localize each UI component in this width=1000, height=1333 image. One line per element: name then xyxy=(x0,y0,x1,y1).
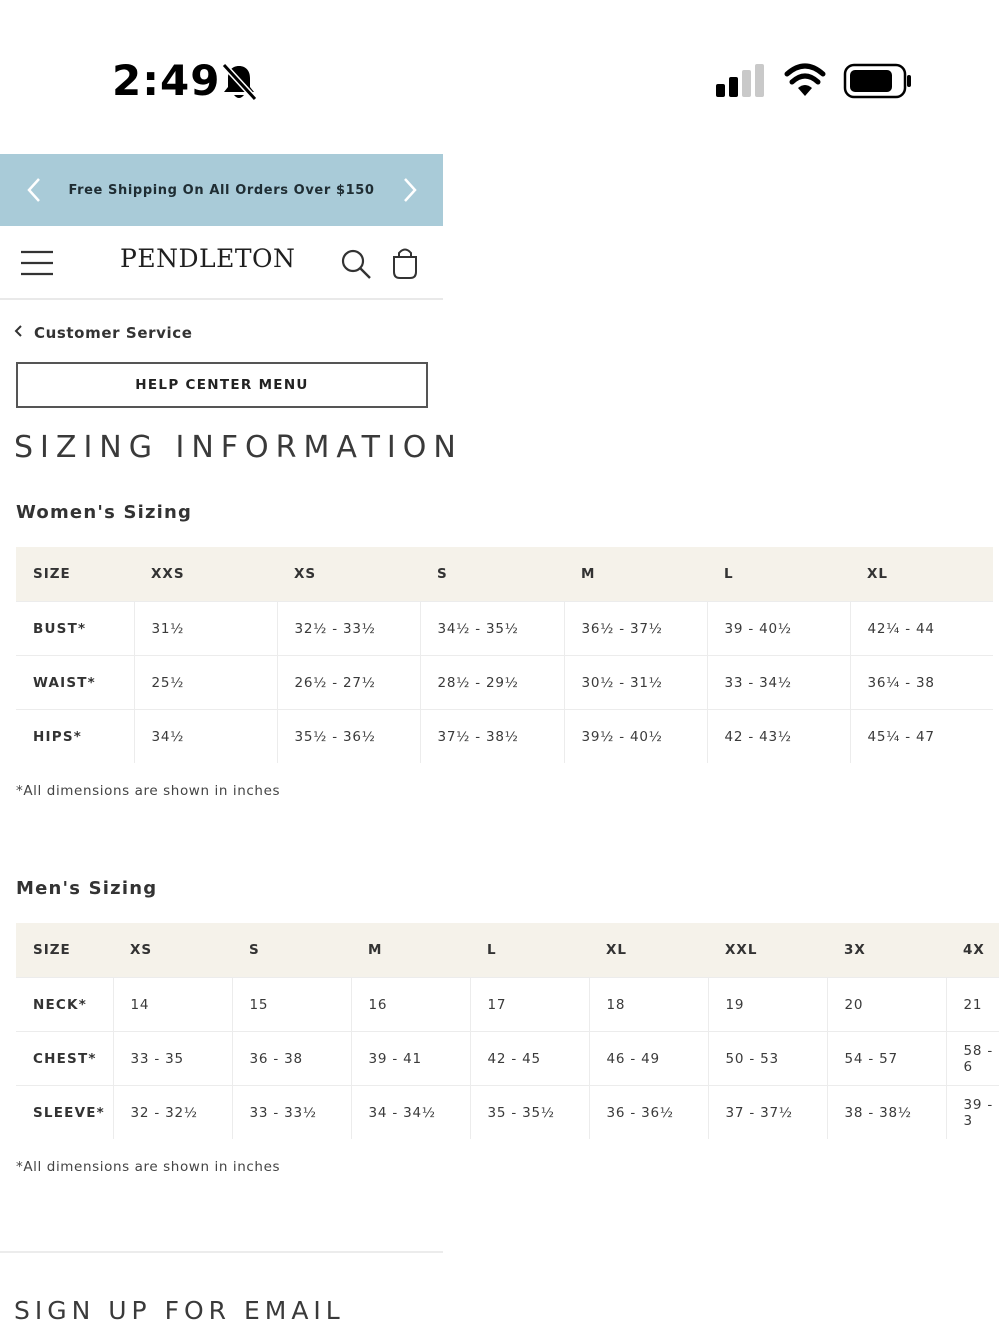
table-row xyxy=(16,710,993,764)
wifi-icon xyxy=(784,62,826,102)
table-cell: 39 - 40½ xyxy=(707,602,850,656)
table-cell: 18 xyxy=(589,978,708,1032)
table-header-row xyxy=(16,923,999,978)
table-cell: 14 xyxy=(113,978,232,1032)
table-cell: 36¼ - 38 xyxy=(850,656,993,710)
status-time: 2:49 xyxy=(112,56,221,105)
column-header: XL xyxy=(850,547,993,602)
table-row xyxy=(16,1032,999,1086)
table-cell: 42 - 43½ xyxy=(707,710,850,764)
row-label: HIPS* xyxy=(16,710,134,764)
chevron-left-icon xyxy=(14,324,24,342)
column-header: S xyxy=(420,547,564,602)
table-cell: 35 - 35½ xyxy=(470,1086,589,1140)
bag-icon[interactable] xyxy=(390,246,420,284)
table-cell: 37 - 37½ xyxy=(708,1086,827,1140)
column-header: XXL xyxy=(708,923,827,978)
signal-icon xyxy=(716,64,768,102)
table-cell: 30½ - 31½ xyxy=(564,656,707,710)
table-cell: 16 xyxy=(351,978,470,1032)
chevron-left-icon[interactable] xyxy=(24,176,44,208)
row-label: CHEST* xyxy=(16,1032,113,1086)
men-dimension-note: *All dimensions are shown in inches xyxy=(16,1159,281,1175)
table-cell: 31½ xyxy=(134,602,277,656)
table-row xyxy=(16,978,999,1032)
table-cell: 33 - 33½ xyxy=(232,1086,351,1140)
table-cell: 15 xyxy=(232,978,351,1032)
table-cell: 46 - 49 xyxy=(589,1032,708,1086)
table-cell: 19 xyxy=(708,978,827,1032)
table-row xyxy=(16,656,993,710)
men-sizing-title: Men's Sizing xyxy=(16,878,158,899)
table-cell: 34½ xyxy=(134,710,277,764)
menu-icon[interactable] xyxy=(20,250,54,280)
women-sizing-title: Women's Sizing xyxy=(16,502,193,523)
table-cell: 38 - 38½ xyxy=(827,1086,946,1140)
row-label: BUST* xyxy=(16,602,134,656)
breadcrumb-label: Customer Service xyxy=(34,324,193,342)
table-row xyxy=(16,1086,999,1140)
table-row xyxy=(16,602,993,656)
table-cell: 35½ - 36½ xyxy=(277,710,420,764)
row-label: NECK* xyxy=(16,978,113,1032)
women-size-table xyxy=(16,547,993,763)
breadcrumb[interactable] xyxy=(14,324,192,342)
table-cell: 39 - 41 xyxy=(351,1032,470,1086)
table-cell: 25½ xyxy=(134,656,277,710)
footer-divider xyxy=(0,1251,443,1253)
table-cell: 36 - 36½ xyxy=(589,1086,708,1140)
column-header: S xyxy=(232,923,351,978)
table-cell: 39 - 3 xyxy=(946,1086,999,1140)
column-header: 3X xyxy=(827,923,946,978)
search-icon[interactable] xyxy=(340,248,372,284)
promo-text: Free Shipping On All Orders Over $150 xyxy=(68,182,375,198)
column-header: 4X xyxy=(946,923,999,978)
table-cell: 17 xyxy=(470,978,589,1032)
column-header: XS xyxy=(113,923,232,978)
table-cell: 33 - 35 xyxy=(113,1032,232,1086)
men-size-table xyxy=(16,923,999,1139)
row-label: SLEEVE* xyxy=(16,1086,113,1140)
column-header: L xyxy=(470,923,589,978)
column-header: M xyxy=(351,923,470,978)
page-title: SIZING INFORMATION xyxy=(14,430,463,465)
table-cell: 26½ - 27½ xyxy=(277,656,420,710)
table-cell: 33 - 34½ xyxy=(707,656,850,710)
row-label: WAIST* xyxy=(16,656,134,710)
column-header: XXS xyxy=(134,547,277,602)
bell-slash-icon xyxy=(220,62,258,106)
help-center-menu-button[interactable]: HELP CENTER MENU xyxy=(16,362,428,408)
column-header: SIZE xyxy=(16,547,134,602)
table-cell: 42 - 45 xyxy=(470,1032,589,1086)
table-cell: 50 - 53 xyxy=(708,1032,827,1086)
header-divider xyxy=(0,298,443,300)
signup-title: SIGN UP FOR EMAIL xyxy=(14,1296,345,1325)
chevron-right-icon[interactable] xyxy=(400,176,420,208)
table-cell: 37½ - 38½ xyxy=(420,710,564,764)
table-header-row xyxy=(16,547,993,602)
table-cell: 32½ - 33½ xyxy=(277,602,420,656)
table-cell: 21 xyxy=(946,978,999,1032)
table-cell: 58 - 6 xyxy=(946,1032,999,1086)
column-header: M xyxy=(564,547,707,602)
table-cell: 45¼ - 47 xyxy=(850,710,993,764)
battery-icon xyxy=(843,63,913,103)
logo[interactable]: PENDLETON xyxy=(120,244,296,273)
table-cell: 42¼ - 44 xyxy=(850,602,993,656)
column-header: SIZE xyxy=(16,923,113,978)
promo-banner xyxy=(0,154,443,226)
table-cell: 34½ - 35½ xyxy=(420,602,564,656)
table-cell: 36 - 38 xyxy=(232,1032,351,1086)
column-header: XS xyxy=(277,547,420,602)
column-header: XL xyxy=(589,923,708,978)
table-cell: 28½ - 29½ xyxy=(420,656,564,710)
table-cell: 34 - 34½ xyxy=(351,1086,470,1140)
women-dimension-note: *All dimensions are shown in inches xyxy=(16,783,281,799)
table-cell: 20 xyxy=(827,978,946,1032)
table-cell: 39½ - 40½ xyxy=(564,710,707,764)
table-cell: 36½ - 37½ xyxy=(564,602,707,656)
table-cell: 54 - 57 xyxy=(827,1032,946,1086)
table-cell: 32 - 32½ xyxy=(113,1086,232,1140)
column-header: L xyxy=(707,547,850,602)
